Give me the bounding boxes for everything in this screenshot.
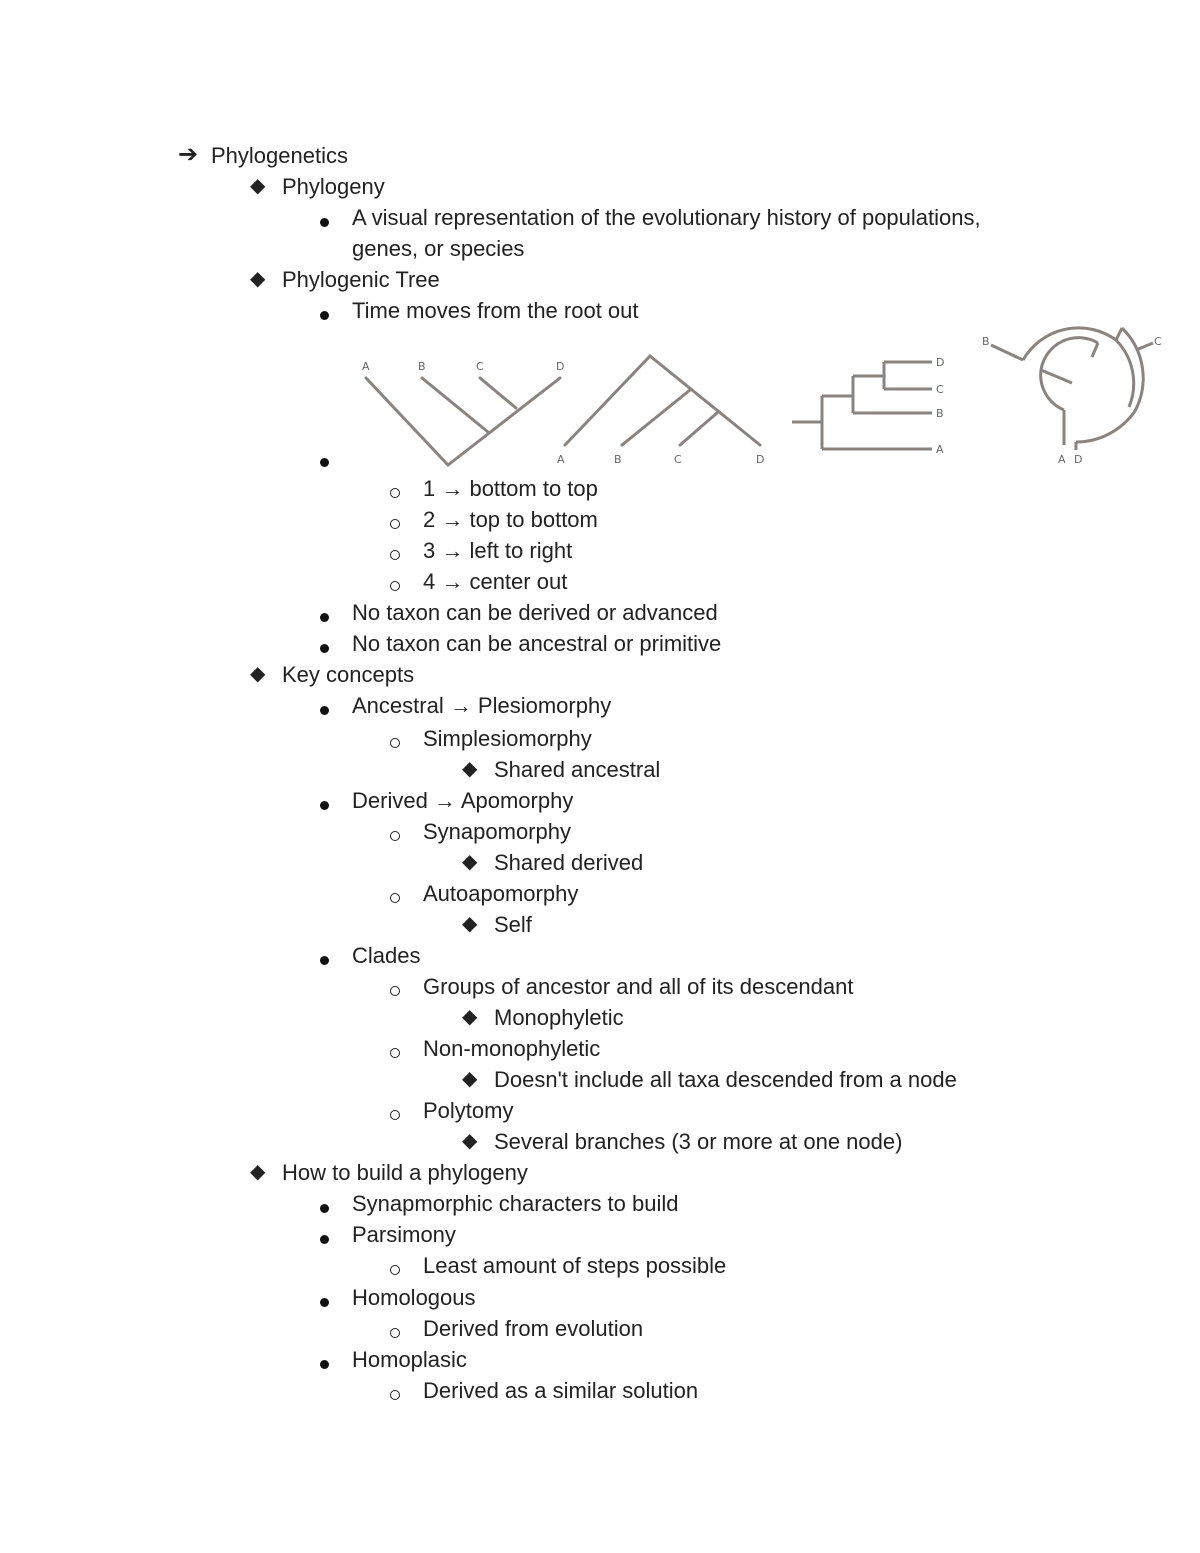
outline-item-text: No taxon can be ancestral or primitive: [352, 631, 722, 656]
dot-bullet-icon: [320, 692, 329, 723]
diamond-bullet-icon: ◆: [250, 1161, 266, 1183]
tree1-branch-b: [422, 378, 488, 432]
diamond-bullet-icon: ◆: [462, 758, 478, 780]
diamond-bullet-icon: ◆: [462, 1068, 478, 1090]
outline-item-text: How to build a phylogeny: [282, 1160, 528, 1185]
circle-bullet-icon: [390, 1097, 400, 1128]
outline-item-text: Several branches (3 or more at one node): [494, 1129, 903, 1154]
outline-item-text: Phylogenic Tree: [282, 267, 440, 292]
outline-item-text: 3 → left to right: [423, 538, 573, 563]
circle-bullet-icon: [390, 1252, 400, 1283]
outline-item-text: Derived from evolution: [423, 1316, 644, 1341]
circle-bullet-icon: [390, 818, 400, 849]
outline-item-text: Time moves from the root out: [352, 298, 639, 323]
dot-bullet-icon: [320, 630, 329, 661]
outline-item-text: Self: [494, 912, 532, 937]
dot-bullet-icon: [320, 787, 329, 818]
tree1-label-c: C: [476, 360, 484, 373]
outline-item-text: genes, or species: [352, 236, 525, 261]
circle-bullet-icon: [390, 973, 400, 1004]
phylogenetic-tree-diagrams: [0, 0, 1200, 480]
outline-item-text: Groups of ancestor and all of its descendant: [423, 974, 854, 999]
dot-bullet-icon: [320, 599, 329, 630]
tree3-label-d: D: [936, 356, 945, 369]
dot-bullet-icon: [320, 1346, 329, 1377]
circle-bullet-icon: [390, 880, 400, 911]
outline-item-text: Shared ancestral: [494, 757, 661, 782]
outline-item-text: 2 → top to bottom: [423, 507, 598, 532]
tree2-label-d: D: [756, 453, 765, 466]
circle-bullet-icon: [390, 1377, 400, 1408]
tree1-label-a: A: [362, 360, 370, 373]
circle-bullet-icon: [390, 1035, 400, 1066]
outline-item-text: Shared derived: [494, 850, 644, 875]
tree2-label-a: A: [557, 453, 565, 466]
outline-item-text: Key concepts: [282, 662, 415, 687]
outline-item-text: Monophyletic: [494, 1005, 624, 1030]
diamond-bullet-icon: ◆: [250, 175, 266, 197]
outline-item-text: Synapomorphy: [423, 819, 571, 844]
dot-bullet-icon: [320, 1190, 329, 1221]
outline-item-text: Simplesiomorphy: [423, 726, 592, 751]
outline-item-text: Phylogeny: [282, 174, 385, 199]
circle-bullet-icon: [390, 506, 400, 537]
outline-item-text: Non-monophyletic: [423, 1036, 601, 1061]
diamond-bullet-icon: ◆: [462, 851, 478, 873]
diamond-bullet-icon: ◆: [462, 913, 478, 935]
circle-bullet-icon: [390, 725, 400, 756]
tree2-branch-c: [680, 413, 717, 445]
outline-item-text: Polytomy: [423, 1098, 514, 1123]
tree2-branch-b: [622, 390, 690, 445]
dot-bullet-icon: [320, 1284, 329, 1315]
outline-item-text: Derived → Apomorphy: [352, 788, 574, 813]
tree2-label-c: C: [674, 453, 682, 466]
tree3-label-c: C: [936, 383, 944, 396]
tree-center-out: [991, 328, 1153, 450]
outline-item-text: Ancestral → Plesiomorphy: [352, 693, 612, 718]
tree-bottom-to-top: [366, 378, 560, 465]
outline-item-text: Least amount of steps possible: [423, 1253, 727, 1278]
tree4-label-b: B: [982, 335, 990, 348]
outline-item-text: No taxon can be derived or advanced: [352, 600, 718, 625]
circle-bullet-icon: [390, 568, 400, 599]
diamond-bullet-icon: ◆: [250, 663, 266, 685]
outline-item-text: Autoapomorphy: [423, 881, 579, 906]
outline-item-text: Parsimony: [352, 1222, 456, 1247]
dot-bullet-icon: [320, 1221, 329, 1252]
tree1-label-d: D: [556, 360, 565, 373]
tree4-label-c: C: [1154, 335, 1162, 348]
arrow-bullet-icon: ➔: [178, 141, 199, 168]
tree2-label-b: B: [614, 453, 622, 466]
tree-left-to-right: [792, 362, 932, 449]
tree1-label-b: B: [418, 360, 426, 373]
diamond-bullet-icon: ◆: [462, 1006, 478, 1028]
dot-bullet-icon: [320, 942, 329, 973]
outline-item-text: Phylogenetics: [211, 143, 348, 168]
tree2-trunk: [650, 356, 760, 445]
outline-item-text: 1 → bottom to top: [423, 476, 598, 501]
diamond-bullet-icon: ◆: [462, 1130, 478, 1152]
outline-item-text: Clades: [352, 943, 421, 968]
tree1-branch-c: [480, 378, 516, 408]
diamond-bullet-icon: ◆: [250, 268, 266, 290]
tree4-label-d: D: [1074, 453, 1083, 466]
outline-item-text: Doesn't include all taxa descended from a node: [494, 1067, 957, 1092]
outline-item-text: Synapmorphic characters to build: [352, 1191, 679, 1216]
outline-item-text: A visual representation of the evolutionary history of populations,: [352, 205, 981, 230]
tree4-label-a: A: [1058, 453, 1066, 466]
tree3-label-a: A: [936, 443, 944, 456]
outline-item-text: Homoplasic: [352, 1347, 467, 1372]
tree-top-to-bottom: [565, 356, 760, 445]
outline-item-text: 4 → center out: [423, 569, 568, 594]
outline-item-text: Homologous: [352, 1285, 476, 1310]
tree3-label-b: B: [936, 407, 944, 420]
circle-bullet-icon: [390, 537, 400, 568]
outline-item-text: Derived as a similar solution: [423, 1378, 699, 1403]
circle-bullet-icon: [390, 1315, 400, 1346]
tree1-trunk: [448, 378, 560, 465]
